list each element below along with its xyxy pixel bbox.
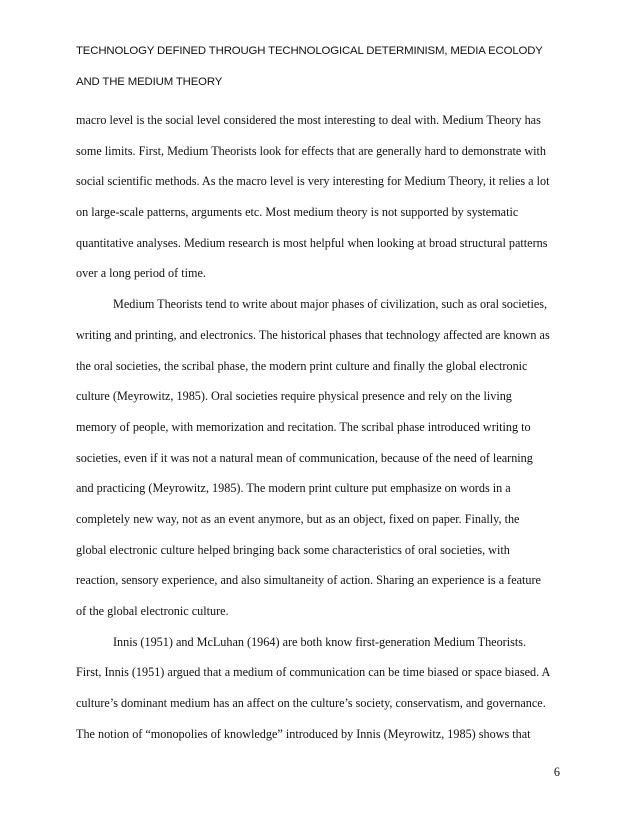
text-line: global electronic culture helped bringing back some characteristics of oral societies, with: [76, 542, 510, 557]
text-line: of the global electronic culture.: [76, 604, 229, 618]
text-line: on large-scale patterns, arguments etc. Most medium theory is not supported by systematic: [76, 205, 519, 220]
text-line: culture (Meyrowitz, 1985). Oral societies require physical presence and rely on the living: [76, 389, 512, 404]
text-line: First, Innis (1951) argued that a medium of communication can be time biased or space biased. A: [76, 665, 551, 680]
running-head-line-1: TECHNOLOGY DEFINED THROUGH TECHNOLOGICAL DETERMINISM, MEDIA ECOLODY: [76, 45, 543, 57]
text-line: over a long period of time.: [76, 266, 206, 281]
text-line: social scientific methods. As the macro level is very interesting for Medium Theory, it relies a lot: [76, 174, 550, 189]
text-line: quantitative analyses. Medium research is most helpful when looking at broad structural patterns: [76, 235, 548, 250]
text-line: some limits. First, Medium Theorists look for effects that are generally hard to demonstrate with: [76, 143, 547, 158]
text-line: The notion of “monopolies of knowledge” introduced by Innis (Meyrowitz, 1985) shows that: [76, 726, 531, 741]
text-line: writing and printing, and electronics. The historical phases that technology affected are known as: [76, 327, 550, 342]
page-number: 6: [553, 765, 560, 779]
text-line: the oral societies, the scribal phase, the modern print culture and finally the global electronic: [76, 358, 528, 373]
text-line: and practicing (Meyrowitz, 1985). The modern print culture put emphasize on words in a: [76, 481, 511, 496]
running-head: [76, 36, 576, 99]
running-head-line-2: AND THE MEDIUM THEORY: [76, 76, 223, 89]
text-line: macro level is the social level considered the most interesting to deal with. Medium Theory has: [76, 113, 541, 127]
text-line: culture’s dominant medium has an affect on the culture’s society, conservatism, and governance.: [76, 696, 546, 711]
text-line: completely new way, not as an event anymore, but as an object, fixed on paper. Finally, the: [76, 511, 520, 526]
text-line: memory of people, with memorization and recitation. The scribal phase introduced writing to: [76, 419, 531, 434]
paragraph-first-line: Medium Theorists tend to write about major phases of civilization, such as oral societies,: [113, 297, 548, 312]
paragraph-first-line: Innis (1951) and McLuhan (1964) are both know first-generation Medium Theorists.: [113, 634, 527, 649]
body-text: [76, 105, 576, 749]
text-line: societies, even if it was not a natural mean of communication, because of the need of learning: [76, 450, 533, 465]
text-line: reaction, sensory experience, and also simultaneity of action. Sharing an experience is a feature: [76, 573, 541, 588]
